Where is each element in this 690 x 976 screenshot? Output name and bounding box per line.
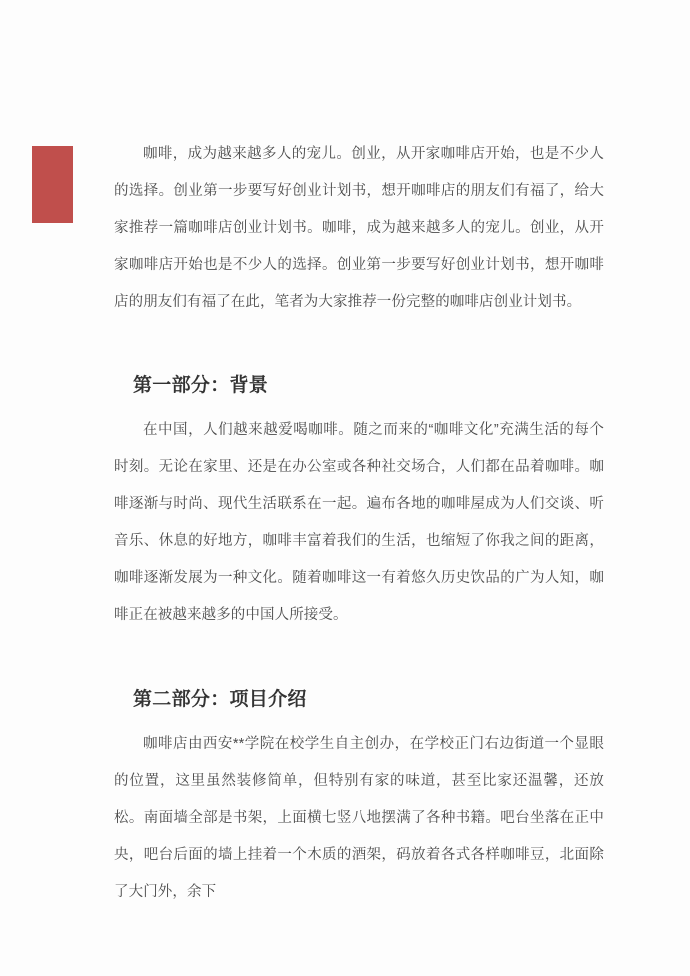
section-1-heading-block (114, 372, 604, 400)
section-1-body-block (114, 412, 604, 634)
section-heading-background: 第一部分：背景 (133, 375, 269, 396)
intro-block (114, 136, 604, 321)
section-heading-project-introduction: 第二部分：项目介绍 (133, 689, 307, 710)
intro-paragraph: 咖啡，成为越来越多人的宠儿。创业，从开家咖啡店开始，也是不少人的选择。创业第一步要写好创业计划书，想开咖啡店的朋友们有福了，给大家推荐一篇咖啡店创业计划书。咖啡，成为越来越多人的宠儿。创业，从开家咖啡店开始也是不少人的选择。创业第一步要写好创业计划书，想开咖啡店的朋友们有福了在此，笔者为大家推荐一份完整的咖啡店创业计划书。 (114, 146, 604, 310)
section-2-heading-block (114, 686, 604, 714)
section-2-body-block (114, 726, 604, 911)
decorative-margin-block (32, 146, 73, 223)
section-1-paragraph: 在中国，人们越来越爱喝咖啡。随之而来的“咖啡文化”充满生活的每个时刻。无论在家里、还是在办公室或各种社交场合，人们都在品着咖啡。咖啡逐渐与时尚、现代生活联系在一起。遍布各地的咖啡屋成为人们交谈、听音乐、休息的好地方，咖啡丰富着我们的生活，也缩短了你我之间的距离，咖啡逐渐发展为一种文化。随着咖啡这一有着悠久历史饮品的广为人知，咖啡正在被越来越多的中国人所接受。 (114, 422, 604, 623)
section-2-paragraph: 咖啡店由西安**学院在校学生自主创办，在学校正门右边街道一个显眼的位置，这里虽然装修简单，但特别有家的味道，甚至比家还温馨，还放松。南面墙全部是书架，上面横七竖八地摆满了各种书籍。吧台坐落在正中央，吧台后面的墙上挂着一个木质的酒架，码放着各式各样咖啡豆，北面除了大门外，余下 (114, 736, 604, 900)
